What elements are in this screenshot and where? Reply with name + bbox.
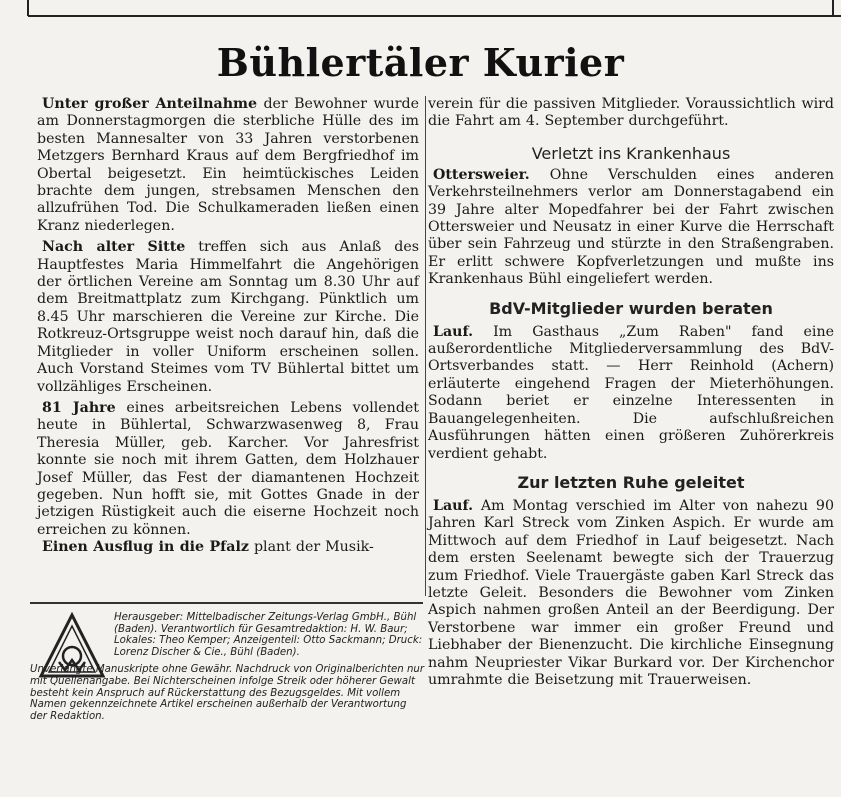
article-birthday: 81 Jahre eines arbeitsreichen Lebens vollendet heute in Bühlertal, Schwarzwasenweg 8, Frau Theresia Müller, geb. Karcher. Vor Jahresfrist konnte sie noch mit ihrem Gatten, dem Holzhauer Josef Müller, das Fest der diamantenen Hochzeit gegeben. Nun hofft sie, mit Gottes Gnade in der jetzigen Rüstigkeit auch die eiserne Hochzeit noch erreichen zu können. [37, 399, 419, 538]
article-funeral-kraus: Unter großer Anteilnahme der Bewohner wurde am Donnerstagmorgen die sterbliche Hülle des im besten Mannesalter von 33 Jahren verstorbenen Metzgers Bernhard Kraus auf dem Bergfriedhof im Obertal beigesetzt. Ein heimtückisches Leiden brachte dem jungen, strebsamen Menschen den allzufrühen Tod. Die Schulkameraden ließen einen Kranz niederlegen. [37, 96, 419, 234]
left-column [37, 96, 419, 557]
headline-bdv: BdV-Mitglieder wurden beraten [489, 298, 773, 318]
imprint-block [30, 612, 425, 722]
article-church-procession: Nach alter Sitte treffen sich aus Anlaß des Hauptfestes Maria Himmelfahrt die Angehörigen der örtlichen Vereine am Sonntag um 8.30 Uhr auf dem Breitmattplatz zum Kirchgang. Pünktlich um 8.45 Uhr marschieren die Vereine zur Kirche. Die Rotkreuz-Ortsgruppe weist noch darauf hin, daß die Mitglieder in voller Uniform erscheinen sollen. Auch Vorstand Steimes vom TV Bühlertal bittet um vollzähliges Erscheinen. [37, 239, 420, 395]
imprint-publisher: Herausgeber: Mittelbadischer Zeitungs-Verlag GmbH., Bühl (Baden). Verantwortlich für Gesamtredaktion: H. W. Baur; Lokales: Theo Kemper; Anzeigenteil: Otto Sackmann; Druck: Lorenz Discher & Cie., Bühl (Baden). [114, 612, 423, 658]
headline-hospital: Verletzt ins Krankenhaus [531, 143, 731, 163]
article-hospital: Ottersweier. Ohne Verschulden eines anderen Verkehrsteilnehmers verlor am Donnerstagabend ein 39 Jahre alter Mopedfahrer bei der Fahrt zwischen Ottersweier und Neusatz in einer Kurve die Herrschaft über sein Fahrzeug und stürzte in den Straßengraben. Er erlitt schwere Kopfverletzungen und mußte ins Krankenhaus Bühl eingeliefert werden. [428, 166, 834, 288]
newspaper-title: Bühlertäler Kurier [216, 40, 625, 85]
right-column [428, 96, 834, 689]
imprint-rule [30, 602, 423, 604]
headline-funeral-streck: Zur letzten Ruhe geleitet [517, 472, 745, 492]
article-excursion: Einen Ausflug in die Pfalz plant der Musik- [42, 539, 374, 556]
article-funeral-streck: Lauf. Am Montag verschied im Alter von nahezu 90 Jahren Karl Streck vom Zinken Aspich. Er wurde am Mittwoch auf dem Friedhof in Lauf beigesetzt. Nach dem ersten Seelenamt bewegte sich der Trauerzug zum Friedhof. Viele Trauergäste gaben Karl Streck das letzte Geleit. Besonders die Bewohner vom Zinken Aspich nahmen großen Anteil an der Beerdigung. Der Verstorbene war immer ein großer Freund und Liebhaber der Bienenzucht. Die kirchliche Einsegnung nahm Neupriester Vikar Burkard vor. Der Kirchenchor umrahmte die Beisetzung mit Trauerweisen. [428, 497, 834, 688]
column-separator [425, 96, 426, 596]
article-excursion-continued: verein für die passiven Mitglieder. Voraussichtlich wird die Fahrt am 4. September durchgeführt. [428, 96, 834, 130]
article-bdv: Lauf. Im Gasthaus „Zum Raben" fand eine außerordentliche Mitgliederversammlung des BdV-Ortsverbandes statt. — Herr Reinhold (Achern) erläuterte eingehend Fragen der Mieterhöhungen. Sodann beriet er einzelne Interessenten in Bauangelegenheiten. Die aufschlußreichen Ausführungen hätten einen größeren Zuhörerkreis verdient gehabt. [428, 323, 834, 462]
imprint-disclaimer: Unverlangte Manuskripte ohne Gewähr. Nachdruck von Originalberichten nur mit Quellenangabe. Bei Nichterscheinen infolge Streik oder höherer Gewalt besteht kein Anspruch auf Rückerstattung des Bezugsgeldes. Mit vollem Namen gekennzeichnete Artikel erscheinen außerhalb der Verantwortung der Redaktion. [30, 664, 425, 722]
